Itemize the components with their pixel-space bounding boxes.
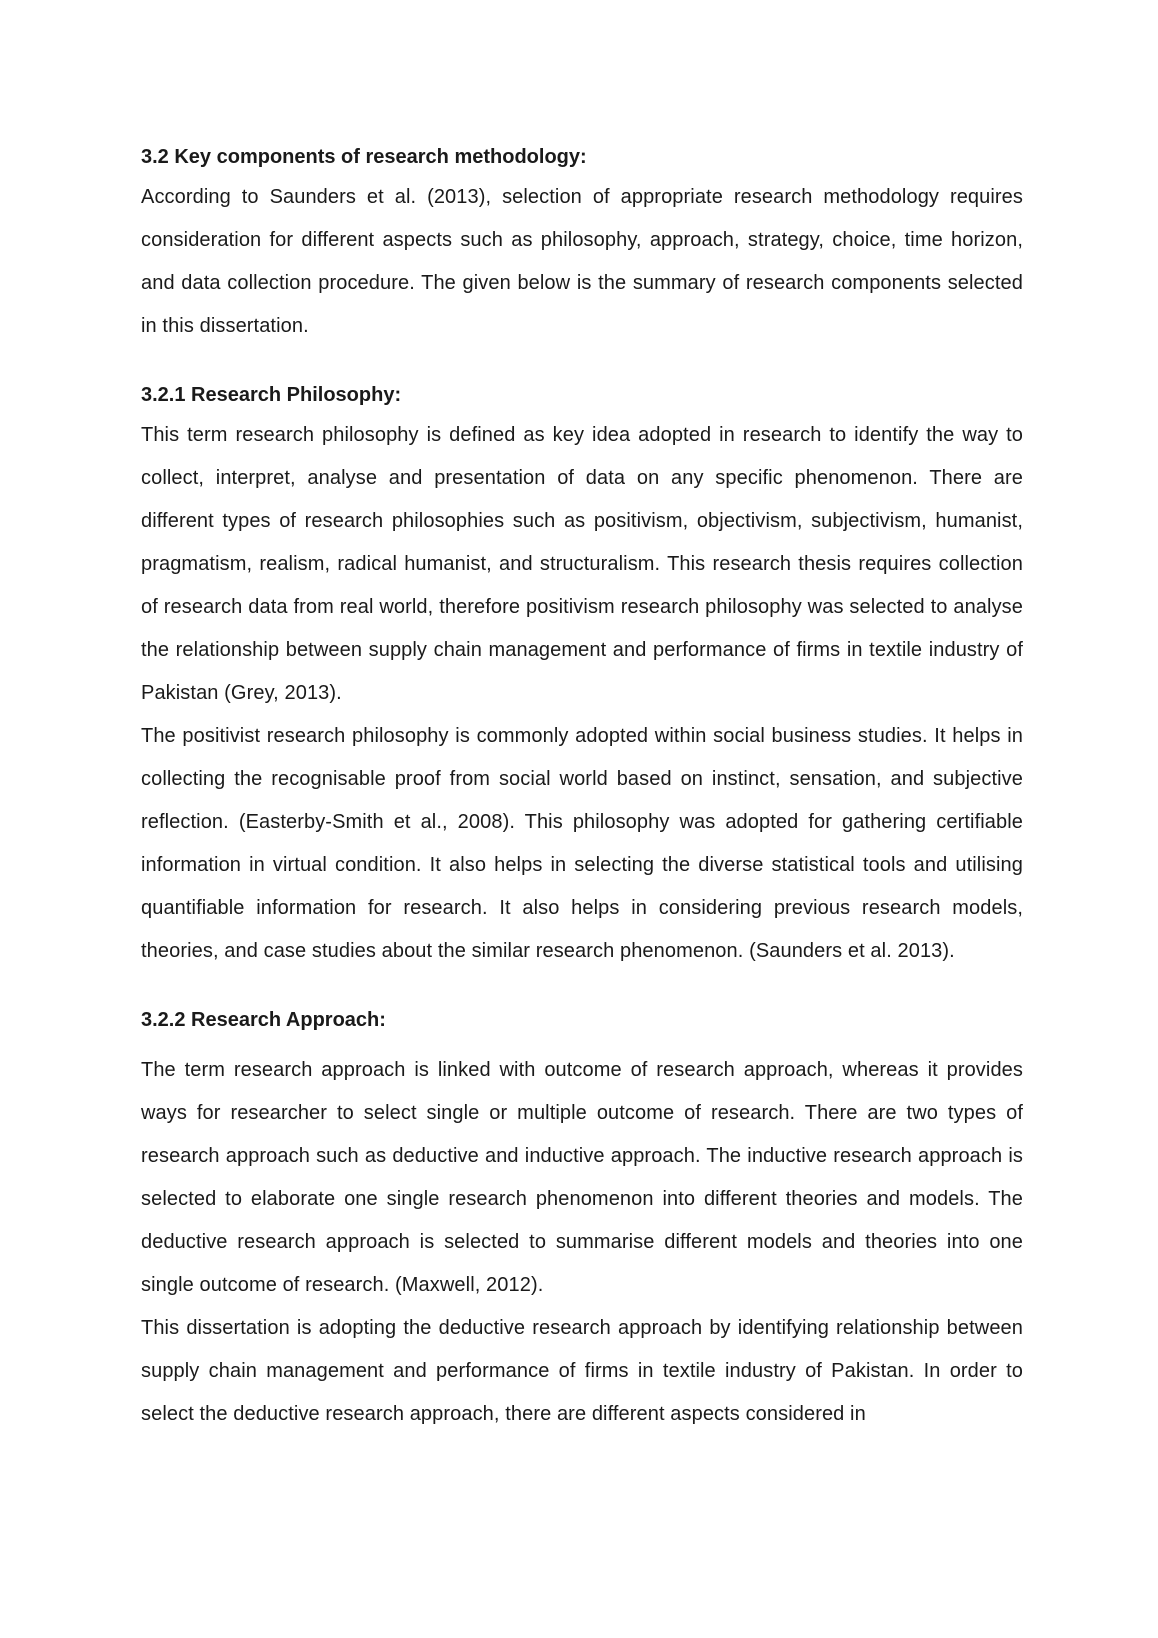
section-research-philosophy (141, 376, 1023, 973)
spacer (141, 348, 1023, 376)
section-heading: 3.2.1 Research Philosophy: (141, 384, 402, 406)
paragraph: The positivist research philosophy is commonly adopted within social business studies. It helps in collecting the recognisable proof from social world based on instinct, sensation, and subjective reflection. (Easterby-Smith et al., 2008). This philosophy was adopted for gathering certifiable information in virtual condition. It also helps in selecting the diverse statistical tools and utilising quantifiable information for research. It also helps in considering previous research models, theories, and case studies about the similar research phenomenon. (Saunders et al. 2013). (141, 725, 1023, 962)
paragraph: This term research philosophy is defined as key idea adopted in research to identify the way to collect, interpret, analyse and presentation of data on any specific phenomenon. There are different types of research philosophies such as positivism, objectivism, subjectivism, humanist, pragmatism, realism, radical humanist, and structuralism. This research thesis requires collection of research data from real world, therefore positivism research philosophy was selected to analyse the relationship between supply chain management and performance of firms in textile industry of Pakistan (Grey, 2013). (141, 424, 1023, 704)
paragraph: According to Saunders et al. (2013), selection of appropriate research methodology requires consideration for different aspects such as philosophy, approach, strategy, choice, time horizon, and data collection procedure. The given below is the summary of research components selected in this dissertation. (141, 186, 1023, 337)
section-heading: 3.2.2 Research Approach: (141, 1009, 386, 1031)
paragraph: This dissertation is adopting the deductive research approach by identifying relationship between supply chain management and performance of firms in textile industry of Pakistan. In order to select the deductive research approach, there are different aspects considered in (141, 1317, 1023, 1425)
section-heading: 3.2 Key components of research methodology: (141, 146, 587, 168)
paragraph: The term research approach is linked with outcome of research approach, whereas it provides ways for researcher to select single or multiple outcome of research. There are two types of research approach such as deductive and inductive approach. The inductive research approach is selected to elaborate one single research phenomenon into different theories and models. The deductive research approach is selected to summarise different models and theories into one single outcome of research. (Maxwell, 2012). (141, 1059, 1023, 1296)
section-key-components (141, 138, 1023, 348)
spacer (141, 1039, 1023, 1049)
spacer (141, 973, 1023, 1001)
section-research-approach (141, 1001, 1023, 1436)
document-page (141, 138, 1023, 1436)
